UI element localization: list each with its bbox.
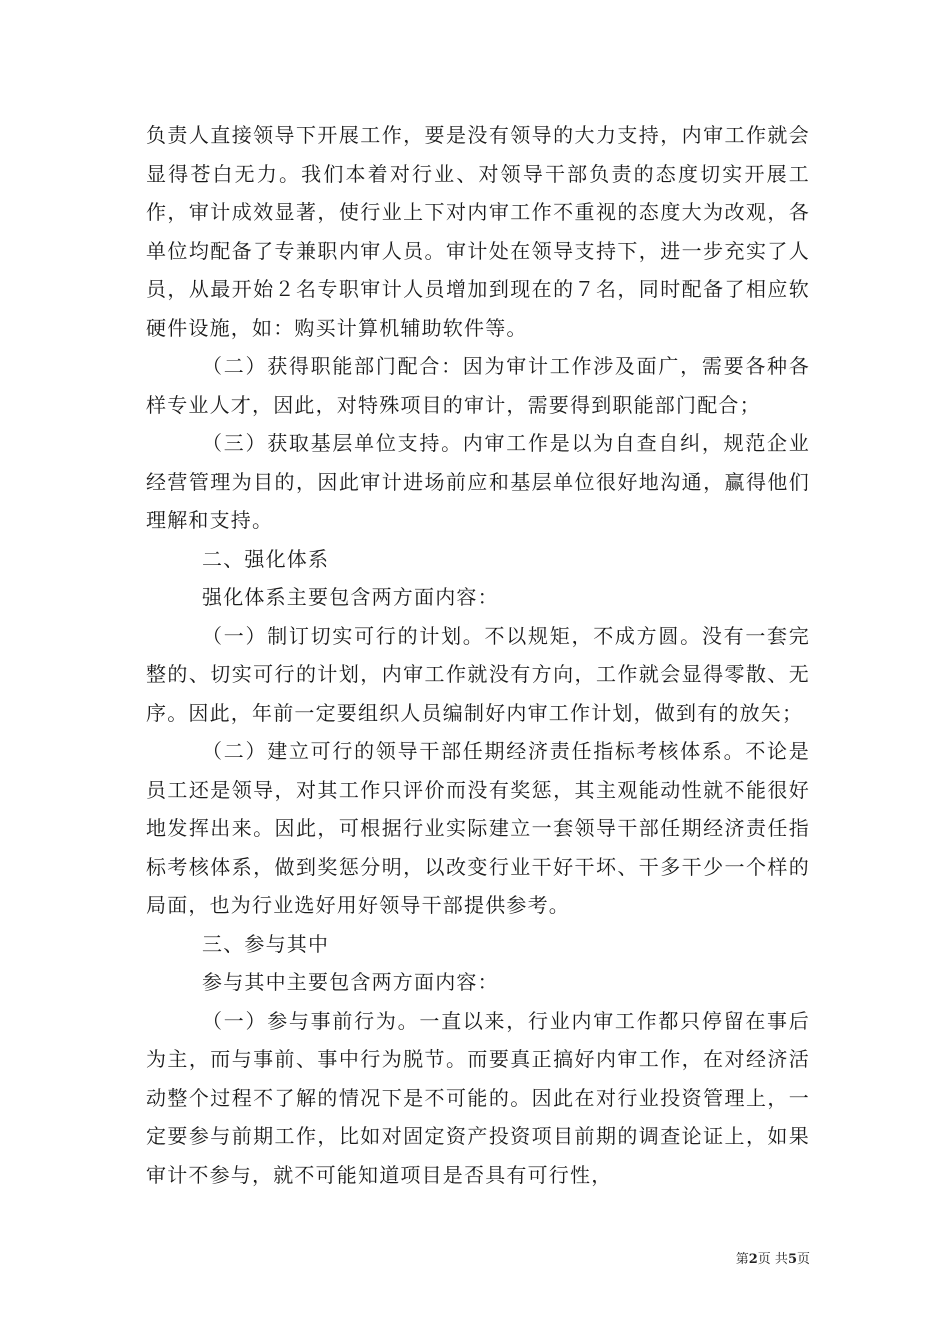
paragraph-6: （一）制订切实可行的计划。不以规矩，不成方圆。没有一套完整的、切实可行的计划，内审工作就没有方向，工作就会显得零散、无序。因此，年前一定要组织人员编制好内审工作计划，做到有的放矢；	[146, 623, 810, 725]
section-heading-3: 三、参与其中	[202, 931, 330, 956]
paragraph-1: 负责人直接领导下开展工作，要是没有领导的大力支持，内审工作就会显得苍白无力。我们本着对行业、对领导干部负责的态度切实开展工作，审计成效显著，使行业上下对内审工作不重视的态度大为改观，各单位均配备了专兼职内审人员。审计处在领导支持下，进一步充实了人员，从最开始２名专职审计人员增加到现在的７名，同时配备了相应软硬件设施，如：购买计算机辅助软件等。	[146, 123, 810, 340]
paragraph-2: （二）获得职能部门配合：因为审计工作涉及面广，需要各种各样专业人才，因此，对特殊项目的审计，需要得到职能部门配合；	[146, 354, 810, 417]
paragraph-10: （一）参与事前行为。一直以来，行业内审工作都只停留在事后为主，而与事前、事中行为脱节。而要真正搞好内审工作，在对经济活动整个过程不了解的情况下是不可能的。因此在对行业投资管理上，一定要参与前期工作，比如对固定资产投资项目前期的调查论证上，如果审计不参与，就不可能知道项目是否具有可行性，	[146, 1008, 810, 1187]
footer-prefix: 第	[735, 1252, 749, 1267]
paragraph-3: （三）获取基层单位支持。内审工作是以为自查自纠，规范企业经营管理为目的，因此审计进场前应和基层单位很好地沟通，赢得他们理解和支持。	[146, 431, 810, 532]
footer-suffix: 页	[796, 1252, 810, 1267]
footer-middle: 页 共	[757, 1252, 788, 1267]
document-body	[146, 116, 810, 1194]
total-page-number: 5	[787, 1252, 797, 1267]
page-footer	[736, 1248, 810, 1267]
current-page-number: 2	[748, 1252, 758, 1267]
paragraph-7: （二）建立可行的领导干部任期经济责任指标考核体系。不论是员工还是领导，对其工作只评价而没有奖惩，其主观能动性就不能很好地发挥出来。因此，可根据行业实际建立一套领导干部任期经济责任指标考核体系，做到奖惩分明，以改变行业干好干坏、干多干少一个样的局面，也为行业选好用好领导干部提供参考。	[146, 739, 810, 917]
paragraph-9: 参与其中主要包含两方面内容：	[202, 970, 499, 994]
paragraph-5: 强化体系主要包含两方面内容：	[202, 585, 499, 609]
section-heading-2: 二、强化体系	[202, 546, 330, 571]
